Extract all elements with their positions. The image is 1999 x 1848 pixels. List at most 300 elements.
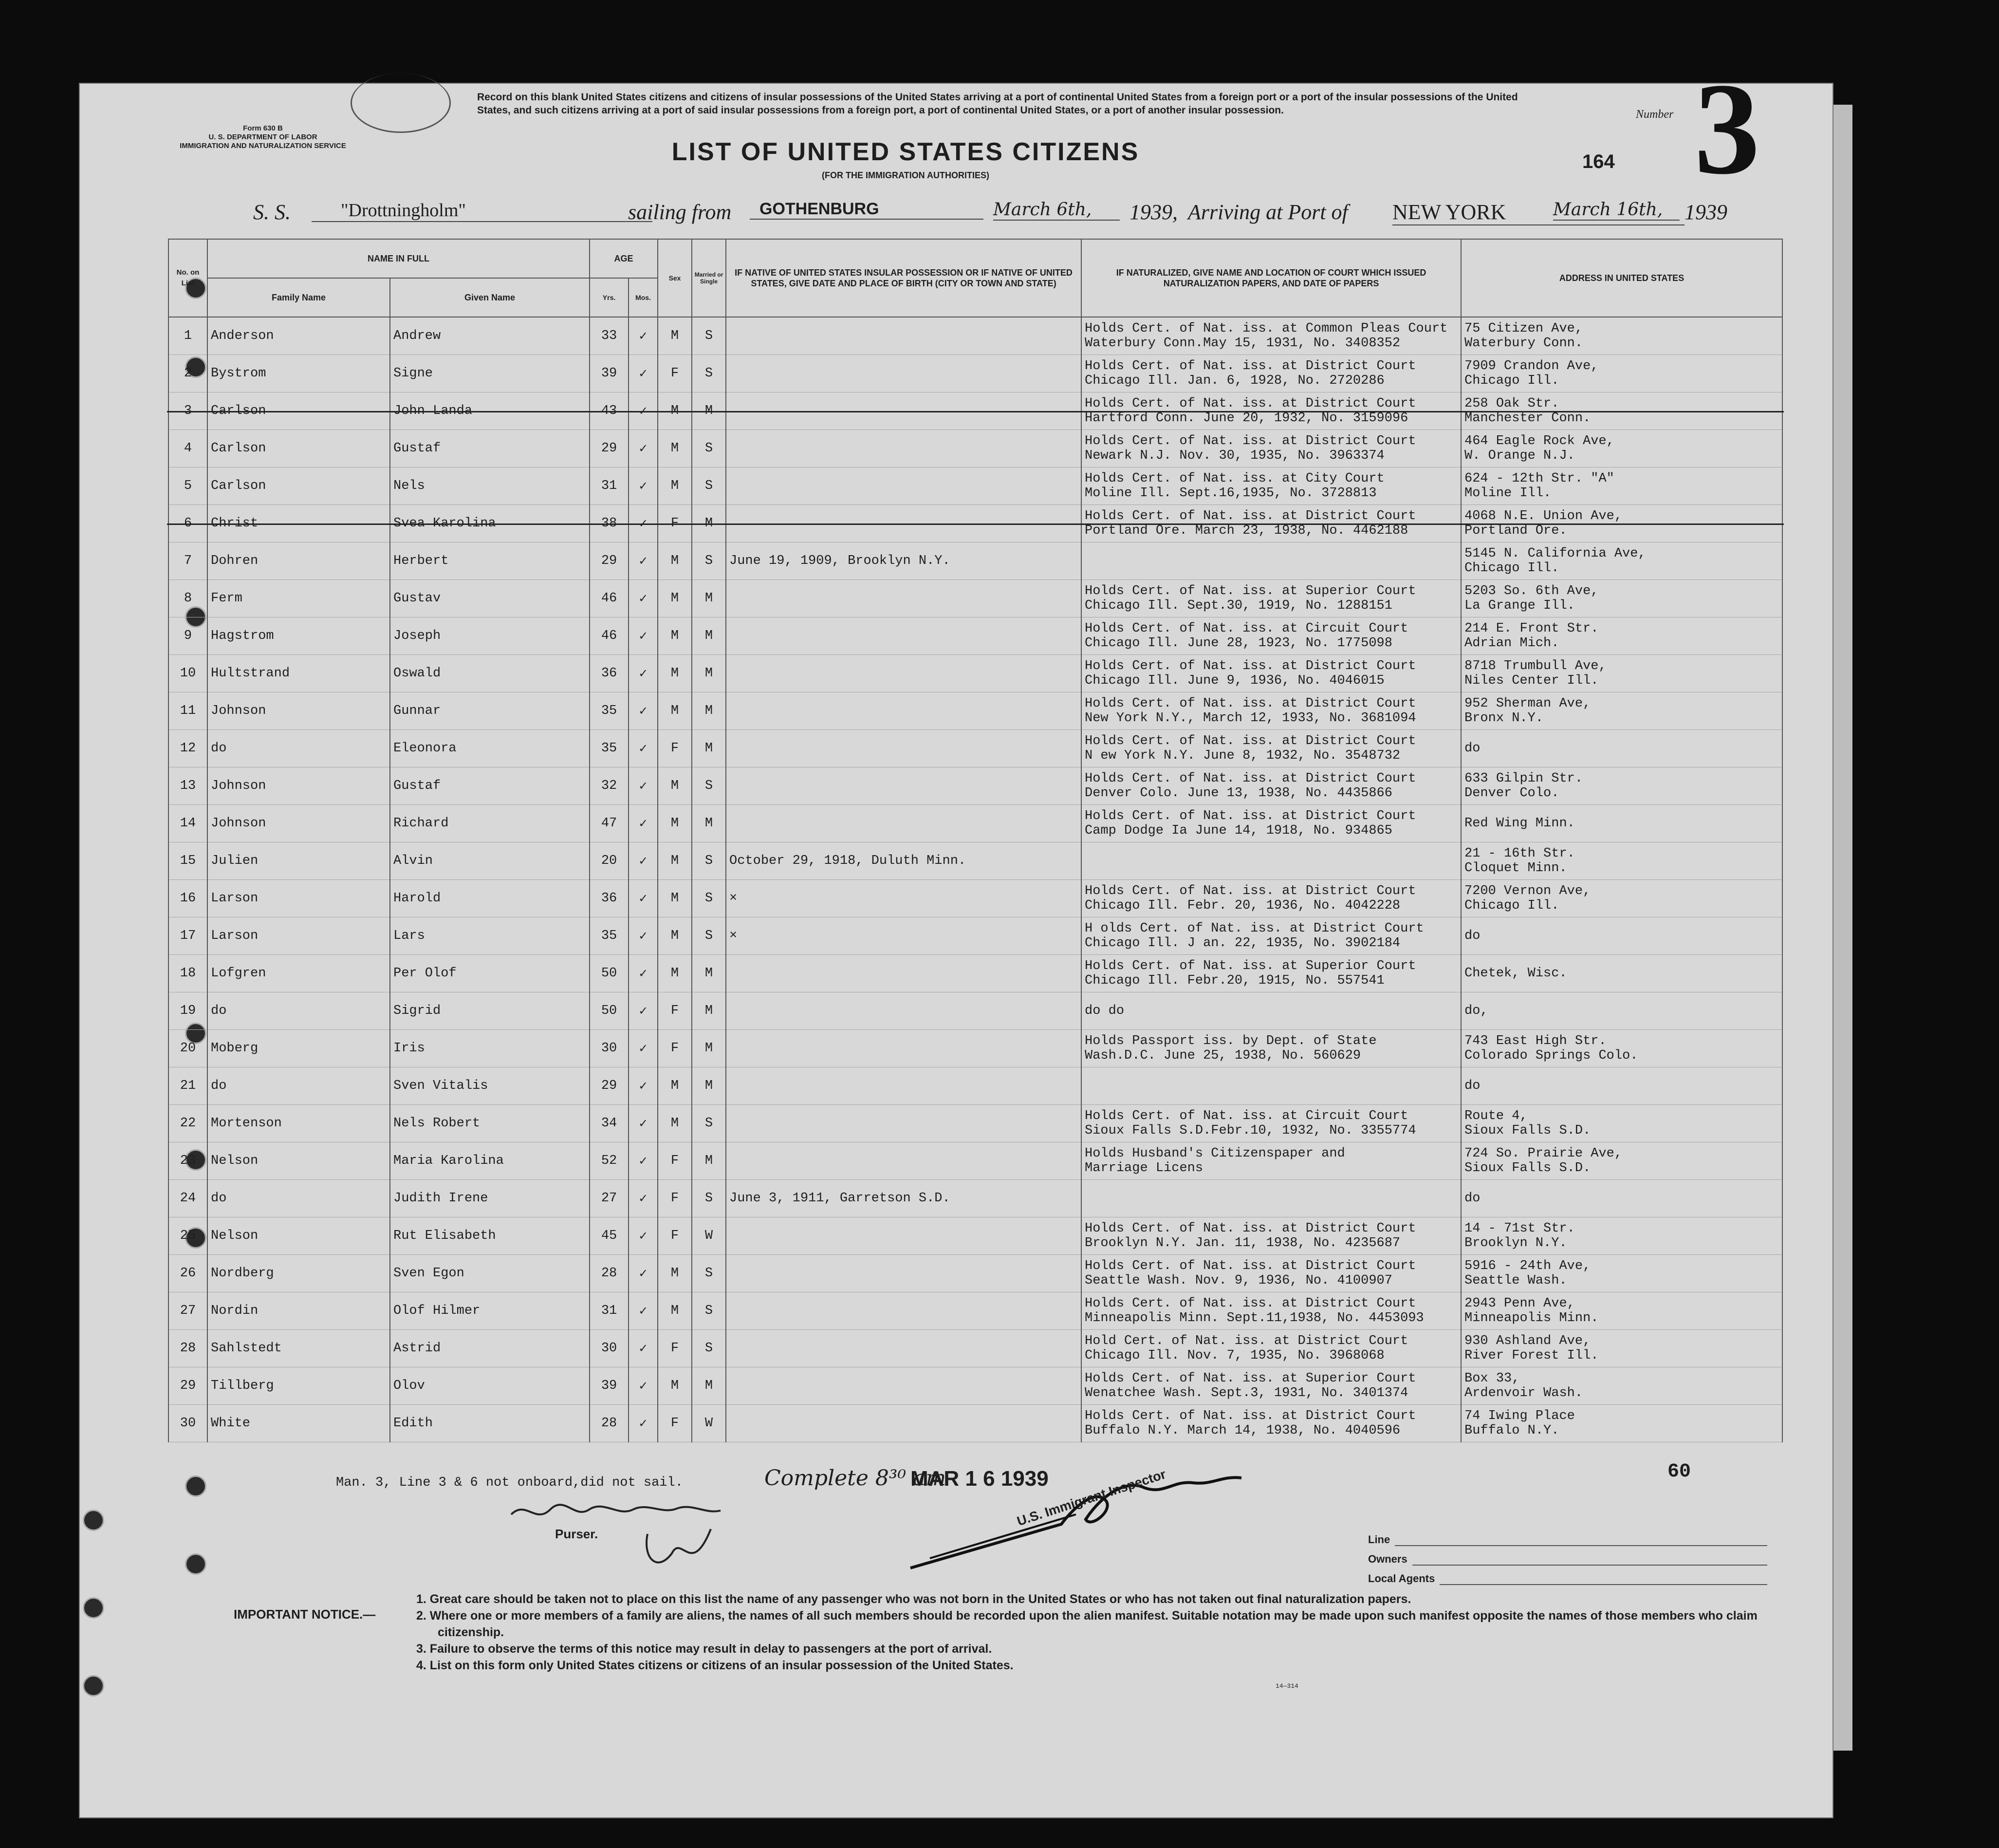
naturalization-line: Portland Ore. March 23, 1938, No. 4462188 <box>1085 523 1408 538</box>
naturalization-line: Chicago Ill. June 28, 1923, No. 1775098 <box>1085 636 1392 651</box>
naturalization-line: Holds Cert. of Nat. iss. at District Court <box>1085 434 1416 448</box>
address <box>1461 692 1782 730</box>
given-name: Sigrid <box>390 992 590 1030</box>
naturalization <box>1081 805 1461 842</box>
service-name: IMMIGRATION AND NATURALIZATION SERVICE <box>180 142 346 150</box>
table-row <box>168 467 1782 505</box>
age-years: 38 <box>590 505 629 542</box>
age-months-check: ✓ <box>629 1217 658 1255</box>
naturalization-line: Chicago Ill. Nov. 7, 1935, No. 3968068 <box>1085 1348 1385 1363</box>
given-name: Maria Karolina <box>390 1142 590 1180</box>
table-row <box>168 317 1782 355</box>
marital-status: S <box>692 1330 726 1367</box>
page-title: LIST OF UNITED STATES CITIZENS <box>671 138 1140 166</box>
age-months-check: ✓ <box>629 617 658 655</box>
family-name: Nordberg <box>207 1255 390 1292</box>
address <box>1461 992 1782 1030</box>
naturalization-line: Newark N.J. Nov. 30, 1935, No. 3963374 <box>1085 448 1385 463</box>
row-number: 19 <box>168 992 207 1030</box>
naturalization-line: Chicago Ill. June 9, 1936, No. 4046015 <box>1085 673 1385 688</box>
row-number: 16 <box>168 880 207 917</box>
age-years: 46 <box>590 617 629 655</box>
address-line: Chicago Ill. <box>1464 373 1559 388</box>
naturalization-line: Seattle Wash. Nov. 9, 1936, No. 4100907 <box>1085 1273 1392 1288</box>
family-name: Hagstrom <box>207 617 390 655</box>
address-line: 74 Iwing Place <box>1464 1409 1575 1423</box>
sex: M <box>658 880 692 917</box>
naturalization <box>1081 992 1461 1030</box>
family-name: Johnson <box>207 692 390 730</box>
naturalization-line: Holds Cert. of Nat. iss. at District Court <box>1085 509 1416 523</box>
age-years: 50 <box>590 992 629 1030</box>
naturalization-line: Holds Cert. of Nat. iss. at District Court <box>1085 884 1416 898</box>
row-number: 11 <box>168 692 207 730</box>
address-line: 214 E. Front Str. <box>1464 621 1599 636</box>
address-line: Sioux Falls S.D. <box>1464 1123 1591 1138</box>
address <box>1461 842 1782 880</box>
family-name: Sahlstedt <box>207 1330 390 1367</box>
age-months-check: ✓ <box>629 1030 658 1067</box>
table-row <box>168 580 1782 617</box>
given-name: Olov <box>390 1367 590 1405</box>
naturalization <box>1081 842 1461 880</box>
address <box>1461 1330 1782 1367</box>
birth-place <box>726 580 1081 617</box>
address-line: River Forest Ill. <box>1464 1348 1599 1363</box>
given-name: Nels <box>390 467 590 505</box>
marital-status: S <box>692 917 726 955</box>
address <box>1461 355 1782 392</box>
address-line: W. Orange N.J. <box>1464 448 1575 463</box>
birth-place: June 3, 1911, Garretson S.D. <box>726 1180 1081 1217</box>
table-row <box>168 1330 1782 1367</box>
age-months-check: ✓ <box>629 355 658 392</box>
owners-field[interactable] <box>1368 1546 1767 1566</box>
given-name: Iris <box>390 1030 590 1067</box>
row-number: 3 <box>168 392 207 430</box>
age-years: 28 <box>590 1255 629 1292</box>
age-months-check: ✓ <box>629 1367 658 1405</box>
address <box>1461 880 1782 917</box>
naturalization <box>1081 692 1461 730</box>
sex: M <box>658 392 692 430</box>
naturalization <box>1081 1292 1461 1330</box>
notice-item: 2. Where one or more members of a family are aliens, the names of all such members should be recorded upon the alien manifest. Suitable notation may be made upon such manifest opposite the names of those members who claim citizenship. <box>416 1609 1758 1639</box>
family-name: Larson <box>207 917 390 955</box>
header-naturalized: IF NATURALIZED, GIVE NAME AND LOCATION OF COURT WHICH ISSUED NATURALIZATION PAPERS, AND DATE OF PAPERS <box>1081 239 1461 317</box>
age-years: 27 <box>590 1180 629 1217</box>
birth-place: June 19, 1909, Brooklyn N.Y. <box>726 542 1081 580</box>
birth-place <box>726 1030 1081 1067</box>
address <box>1461 955 1782 992</box>
sex: F <box>658 1217 692 1255</box>
table-row <box>168 842 1782 880</box>
birth-place <box>726 617 1081 655</box>
naturalization-line: Holds Cert. of Nat. iss. at City Court <box>1085 471 1385 486</box>
sex: F <box>658 1142 692 1180</box>
table-row <box>168 767 1782 805</box>
birth-place <box>726 1105 1081 1142</box>
given-name: Judith Irene <box>390 1180 590 1217</box>
row-number: 30 <box>168 1405 207 1442</box>
age-years: 35 <box>590 917 629 955</box>
marital-status: M <box>692 1067 726 1105</box>
header-address: ADDRESS IN UNITED STATES <box>1461 239 1782 317</box>
sex: M <box>658 1255 692 1292</box>
age-years: 30 <box>590 1330 629 1367</box>
inspector-label: U.S. Immigrant Inspector <box>1015 1467 1168 1529</box>
naturalization <box>1081 655 1461 692</box>
address-line: Colorado Springs Colo. <box>1464 1048 1638 1063</box>
age-years: 46 <box>590 580 629 617</box>
naturalization <box>1081 1067 1461 1105</box>
row-number: 27 <box>168 1292 207 1330</box>
purser-label: Purser. <box>555 1527 598 1541</box>
row-number: 25 <box>168 1217 207 1255</box>
address-line: Minneapolis Minn. <box>1464 1311 1599 1325</box>
address-line: Moline Ill. <box>1464 486 1552 501</box>
age-years: 28 <box>590 1405 629 1442</box>
naturalization-line: New York N.Y., March 12, 1933, No. 3681094 <box>1085 711 1416 726</box>
address-line: Buffalo N.Y. <box>1464 1423 1559 1438</box>
age-years: 35 <box>590 730 629 767</box>
naturalization-line: Holds Cert. of Nat. iss. at District Court <box>1085 396 1416 411</box>
birth-place <box>726 317 1081 355</box>
header-given-name: Given Name <box>390 278 590 317</box>
date-stamp: MAR 1 6 1939 <box>910 1467 1049 1491</box>
naturalization-line: Holds Cert. of Nat. iss. at Circuit Court <box>1085 621 1408 636</box>
naturalization-line: Marriage Licens <box>1085 1161 1203 1176</box>
marital-status: M <box>692 1142 726 1180</box>
arriving-label: Arriving at Port of <box>1188 200 1348 224</box>
given-name: John Landa <box>390 392 590 430</box>
given-name: Alvin <box>390 842 590 880</box>
age-months-check: ✓ <box>629 917 658 955</box>
age-months-check: ✓ <box>629 467 658 505</box>
family-name: Carlson <box>207 467 390 505</box>
age-years: 45 <box>590 1217 629 1255</box>
marital-status: M <box>692 1367 726 1405</box>
age-months-check: ✓ <box>629 505 658 542</box>
family-name: do <box>207 992 390 1030</box>
age-months-check: ✓ <box>629 955 658 992</box>
family-name: Christ <box>207 505 390 542</box>
given-name: Gustaf <box>390 767 590 805</box>
address <box>1461 542 1782 580</box>
age-months-check: ✓ <box>629 730 658 767</box>
naturalization-line: N ew York N.Y. June 8, 1932, No. 3548732 <box>1085 748 1401 763</box>
notice-item: 4. List on this form only United States citizens or citizens of an insular possession of the United States. <box>416 1659 1014 1672</box>
row-number: 22 <box>168 1105 207 1142</box>
address <box>1461 1217 1782 1255</box>
family-name: Carlson <box>207 392 390 430</box>
family-name: Dohren <box>207 542 390 580</box>
family-name: Hultstrand <box>207 655 390 692</box>
address-line: 8718 Trumbull Ave, <box>1464 659 1607 673</box>
marital-status: S <box>692 467 726 505</box>
marital-status: M <box>692 1030 726 1067</box>
naturalization-line: Camp Dodge Ia June 14, 1918, No. 934865 <box>1085 823 1392 838</box>
naturalization <box>1081 542 1461 580</box>
row-number: 15 <box>168 842 207 880</box>
binder-hole <box>83 1675 104 1697</box>
given-name: Andrew <box>390 317 590 355</box>
age-months-check: ✓ <box>629 880 658 917</box>
age-years: 31 <box>590 1292 629 1330</box>
row-number: 9 <box>168 617 207 655</box>
address <box>1461 1367 1782 1405</box>
address-line: 624 - 12th Str. "A" <box>1464 471 1614 486</box>
birth-place: × <box>726 880 1081 917</box>
address-line: Adrian Mich. <box>1464 636 1559 651</box>
passenger-count: 60 <box>1667 1461 1691 1483</box>
naturalization-line: Holds Cert. of Nat. iss. at District Court <box>1085 809 1416 823</box>
birth-place <box>726 1142 1081 1180</box>
address-line: 7909 Crandon Ave, <box>1464 359 1599 373</box>
family-name: do <box>207 1180 390 1217</box>
address-line: 7200 Vernon Ave, <box>1464 884 1591 898</box>
table-row <box>168 1142 1782 1180</box>
age-months-check: ✓ <box>629 1292 658 1330</box>
age-months-check: ✓ <box>629 317 658 355</box>
birth-place <box>726 392 1081 430</box>
marital-status: S <box>692 1292 726 1330</box>
sex: F <box>658 1405 692 1442</box>
address <box>1461 1292 1782 1330</box>
sex: M <box>658 917 692 955</box>
family-name: Nelson <box>207 1142 390 1180</box>
marital-status: M <box>692 505 726 542</box>
sex: F <box>658 1330 692 1367</box>
birth-place <box>726 1217 1081 1255</box>
address <box>1461 430 1782 467</box>
naturalization-line: Holds Cert. of Nat. iss. at Superior Court <box>1085 1371 1416 1386</box>
naturalization-line: do do <box>1085 1004 1125 1018</box>
naturalization <box>1081 317 1461 355</box>
birth-place <box>726 692 1081 730</box>
address-line: Chicago Ill. <box>1464 898 1559 913</box>
address-line: 21 - 16th Str. <box>1464 846 1575 861</box>
naturalization-line: Holds Cert. of Nat. iss. at District Court <box>1085 696 1416 711</box>
age-years: 30 <box>590 1030 629 1067</box>
naturalization-line: Denver Colo. June 13, 1938, No. 4435866 <box>1085 786 1392 801</box>
age-months-check: ✓ <box>629 580 658 617</box>
address-line: La Grange Ill. <box>1464 598 1575 613</box>
age-years: 47 <box>590 805 629 842</box>
age-years: 34 <box>590 1105 629 1142</box>
birth-place <box>726 992 1081 1030</box>
address-line: Chetek, Wisc. <box>1464 966 1567 981</box>
given-name: Herbert <box>390 542 590 580</box>
naturalization <box>1081 1405 1461 1442</box>
table-row <box>168 730 1782 767</box>
family-name: Larson <box>207 880 390 917</box>
age-months-check: ✓ <box>629 1142 658 1180</box>
age-months-check: ✓ <box>629 430 658 467</box>
address <box>1461 1067 1782 1105</box>
marital-status: S <box>692 430 726 467</box>
address-line: 952 Sherman Ave, <box>1464 696 1591 711</box>
naturalization-line: Holds Cert. of Nat. iss. at District Court <box>1085 659 1416 673</box>
table-row <box>168 1217 1782 1255</box>
address-line: Niles Center Ill. <box>1464 673 1599 688</box>
address <box>1461 505 1782 542</box>
address-line: 5916 - 24th Ave, <box>1464 1259 1591 1273</box>
header-age: AGE <box>590 239 658 278</box>
arrival-date: March 16th, <box>1553 200 1680 221</box>
table-row <box>168 617 1782 655</box>
age-months-check: ✓ <box>629 1067 658 1105</box>
marital-status: M <box>692 392 726 430</box>
table-row <box>168 542 1782 580</box>
sex: M <box>658 1105 692 1142</box>
age-months-check: ✓ <box>629 767 658 805</box>
table-row <box>168 1367 1782 1405</box>
given-name: Signe <box>390 355 590 392</box>
page-number: 164 <box>1582 151 1615 172</box>
agents-field[interactable] <box>1368 1566 1767 1585</box>
marital-status: M <box>692 955 726 992</box>
address-line: 633 Gilpin Str. <box>1464 771 1583 786</box>
sex: F <box>658 1180 692 1217</box>
table-row <box>168 955 1782 992</box>
address-line: 724 So. Prairie Ave, <box>1464 1146 1623 1161</box>
address <box>1461 1255 1782 1292</box>
birth-place <box>726 1367 1081 1405</box>
address <box>1461 467 1782 505</box>
sex: M <box>658 430 692 467</box>
citizens-table <box>168 239 1783 1442</box>
marital-status: M <box>692 805 726 842</box>
naturalization-line: Holds Cert. of Nat. iss. at District Court <box>1085 734 1416 748</box>
birth-place <box>726 730 1081 767</box>
address <box>1461 1142 1782 1180</box>
row-number: 12 <box>168 730 207 767</box>
birth-place <box>726 1292 1081 1330</box>
naturalization <box>1081 580 1461 617</box>
family-name: Nelson <box>207 1217 390 1255</box>
table-row <box>168 1405 1782 1442</box>
address-line: 258 Oak Str. <box>1464 396 1559 411</box>
line-field[interactable] <box>1368 1527 1767 1546</box>
age-years: 36 <box>590 655 629 692</box>
naturalization <box>1081 505 1461 542</box>
naturalization-line: Holds Cert. of Nat. iss. at Superior Court <box>1085 959 1416 973</box>
sex: M <box>658 1067 692 1105</box>
sex: M <box>658 805 692 842</box>
sex: F <box>658 505 692 542</box>
table-row <box>168 355 1782 392</box>
given-name: Sven Egon <box>390 1255 590 1292</box>
naturalization <box>1081 767 1461 805</box>
age-years: 52 <box>590 1142 629 1180</box>
sex: M <box>658 842 692 880</box>
table-row <box>168 505 1782 542</box>
address <box>1461 1105 1782 1142</box>
form-instructions: Record on this blank United States citizens and citizens of insular possessions of the United States arriving at a port of continental United States from a foreign port or a port of the insular possessions of the United States, and such citizens arriving at a port of said insular possessions from a foreign port, a port of continental United States, or a port of another insular possession. <box>477 92 1518 116</box>
marital-status: M <box>692 580 726 617</box>
naturalization <box>1081 467 1461 505</box>
header-mos: Mos. <box>629 278 658 317</box>
row-number: 18 <box>168 955 207 992</box>
sex: M <box>658 580 692 617</box>
address-line: Ardenvoir Wash. <box>1464 1386 1583 1400</box>
birth-place <box>726 655 1081 692</box>
family-name: Lofgren <box>207 955 390 992</box>
family-name: Tillberg <box>207 1367 390 1405</box>
family-name: Johnson <box>207 805 390 842</box>
row-number: 5 <box>168 467 207 505</box>
address-line: Bronx N.Y. <box>1464 711 1544 726</box>
header-family-name: Family Name <box>207 278 390 317</box>
address-line: Red Wing Minn. <box>1464 816 1575 831</box>
age-months-check: ✓ <box>629 655 658 692</box>
age-years: 39 <box>590 1367 629 1405</box>
naturalization-line: Hold Cert. of Nat. iss. at District Court <box>1085 1334 1408 1348</box>
table-row <box>168 880 1782 917</box>
naturalization <box>1081 1142 1461 1180</box>
naturalization <box>1081 430 1461 467</box>
address-line: do, <box>1464 1004 1488 1018</box>
row-number: 1 <box>168 317 207 355</box>
row-number: 23 <box>168 1142 207 1180</box>
binder-hole <box>83 1597 104 1619</box>
birth-place <box>726 1330 1081 1367</box>
address <box>1461 655 1782 692</box>
naturalization-line: Chicago Ill. Jan. 6, 1928, No. 2720286 <box>1085 373 1385 388</box>
ss-label: S. S. <box>253 200 291 224</box>
agents-label: Local Agents <box>1368 1572 1435 1585</box>
owners-label: Owners <box>1368 1553 1407 1565</box>
address-line: Cloquet Minn. <box>1464 861 1567 876</box>
given-name: Gunnar <box>390 692 590 730</box>
address-line: 930 Ashland Ave, <box>1464 1334 1591 1348</box>
marital-status: S <box>692 842 726 880</box>
form-identifier <box>146 124 380 150</box>
agent-fields <box>1368 1527 1767 1585</box>
binder-hole <box>185 1475 206 1497</box>
sex: F <box>658 992 692 1030</box>
sex: M <box>658 1292 692 1330</box>
row-number: 14 <box>168 805 207 842</box>
table-row <box>168 1180 1782 1217</box>
table-row <box>168 655 1782 692</box>
row-number: 10 <box>168 655 207 692</box>
age-months-check: ✓ <box>629 1105 658 1142</box>
address <box>1461 580 1782 617</box>
naturalization <box>1081 880 1461 917</box>
header-no: No. on List <box>168 239 207 317</box>
address-line: do <box>1464 1191 1481 1206</box>
naturalization-line: Holds Cert. of Nat. iss. at District Court <box>1085 1259 1416 1273</box>
naturalization <box>1081 1105 1461 1142</box>
age-years: 50 <box>590 955 629 992</box>
address-line: 464 Eagle Rock Ave, <box>1464 434 1614 448</box>
naturalization-line: Holds Cert. of Nat. iss. at District Court <box>1085 1409 1416 1423</box>
sex: M <box>658 617 692 655</box>
ship-name: "Drottningholm" <box>312 200 652 222</box>
voyage-line <box>253 200 1811 234</box>
naturalization-line: Wash.D.C. June 25, 1938, No. 560629 <box>1085 1048 1361 1063</box>
table-body <box>168 317 1782 1442</box>
naturalization <box>1081 955 1461 992</box>
address-line: 75 Citizen Ave, <box>1464 321 1583 336</box>
table-row <box>168 1255 1782 1292</box>
table-row <box>168 805 1782 842</box>
sex: M <box>658 692 692 730</box>
naturalization-line: Chicago Ill. J an. 22, 1935, No. 3902184 <box>1085 936 1401 951</box>
naturalization <box>1081 1255 1461 1292</box>
